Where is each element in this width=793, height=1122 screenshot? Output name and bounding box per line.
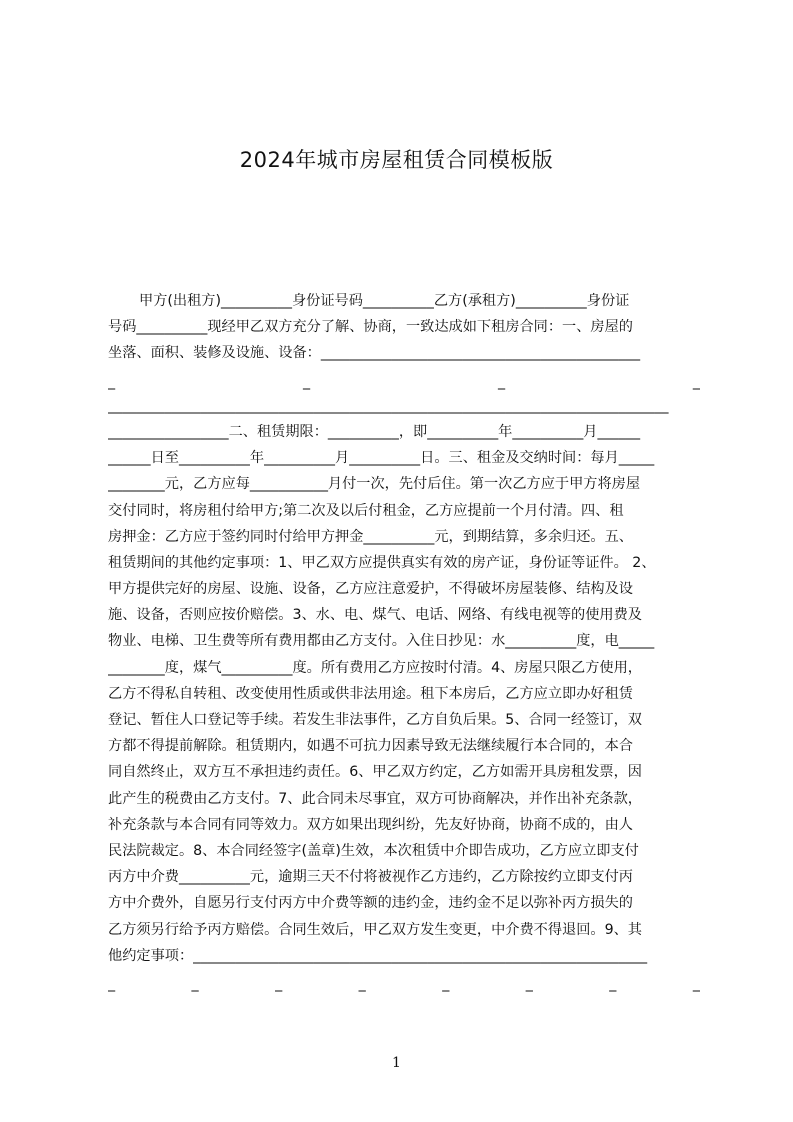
underscore-mark: _ [609, 976, 617, 993]
text-line: _______________________________________________________________________________ [108, 397, 669, 414]
underscore-mark: _ [302, 373, 311, 390]
text-line: ________度，煤气__________度。所有费用乙方应按时付清。4、房屋只限乙方使用， [108, 659, 642, 676]
underscore-mark: _ [358, 976, 366, 993]
underscore-mark: _ [497, 373, 506, 390]
text-line: 登记、暂住人口登记等手续。若发生非法事件，乙方自负后果。5、合同一经签订，双 [108, 712, 642, 728]
text-line: 民法院裁定。8、本合同经签字(盖章)生效，本次租赁中介即告成功，乙方应立即支付 [108, 842, 639, 859]
contract-body [108, 288, 700, 995]
document-title: 2024年城市房屋租赁合同模板版 [239, 148, 554, 172]
text-line: 此产生的税费由乙方支付。7、此合同未尽事宜，双方可协商解决，并作出补充条款， [108, 790, 642, 807]
text-line: 丙方中介费__________元，逾期三天不付将被视作乙方违约，乙方除按约立即支付丙 [108, 869, 633, 886]
underscore-mark: _ [108, 373, 116, 390]
text-line: 他约定事项：________________________________________________________________ [108, 947, 648, 964]
text-line: 乙方须另行给予丙方赔偿。合同生效后，甲乙双方发生变更，中介费不得退回。9、其 [108, 921, 642, 938]
text-line: 方中介费外，自愿另行支付丙方中介费等额的违约金，违约金不足以弥补丙方损失的 [108, 895, 633, 912]
underscore-mark: _ [442, 976, 450, 993]
text-line: 物业、电梯、卫生费等所有费用都由乙方支付。入住日抄见：水__________度，电_____ [108, 633, 655, 650]
text-line: 甲方(出租方)__________身份证号码__________乙方(承租方)__________身份证 [139, 293, 630, 309]
text-line: 补充条款与本合同有同等效力。双方如果出现纠纷，先友好协商，协商不成的，由人 [108, 816, 633, 833]
underscore-mark: _ [525, 976, 533, 993]
underscore-mark: _ [692, 976, 700, 993]
text-line: _________________二、租赁期限：__________，即__________年__________月______ [108, 423, 641, 440]
text-line: 坐落、面积、装修及设施、设备：_____________________________________________ [108, 345, 641, 362]
text-line: 号码__________现经甲乙双方充分了解、协商，一致达成如下租房合同：一、房屋的 [108, 319, 633, 336]
underscore-mark: _ [275, 976, 283, 993]
text-line: ________元，乙方应每___________月付一次，先付后住。第一次乙方应于甲方将房屋 [108, 476, 641, 493]
text-line: 方都不得提前解除。租赁期内，如遇不可抗力因素导致无法继续履行本合同的，本合 [108, 738, 633, 755]
underscore-row [108, 367, 700, 393]
text-line: 乙方不得私自转租、改变使用性质或供非法用途。租下本房后，乙方应立即办好租赁 [108, 685, 633, 702]
text-line: 施、设备，否则应按价赔偿。3、水、电、煤气、电话、网络、有线电视等的使用费及 [108, 607, 642, 624]
underscore-mark: _ [191, 976, 199, 993]
text-line: 同自然终止，双方互不承担违约责任。6、甲乙双方约定，乙方如需开具房租发票，因 [108, 764, 642, 781]
text-line: 交付同时，将房租付给甲方;第二次及以后付租金，乙方应提前一个月付清。四、租 [108, 502, 624, 519]
underscore-mark: _ [108, 976, 116, 993]
underscore-row [108, 969, 700, 995]
text-line: 甲方提供完好的房屋、设施、设备，乙方应注意爱护，不得破坏房屋装修、结构及设 [108, 581, 633, 598]
text-line: 房押金：乙方应于签约同时付给甲方押金__________元，到期结算，多余归还。五、 [108, 528, 633, 545]
page-number: 1 [392, 1055, 401, 1071]
text-line: ______日至__________年__________月__________日。三、租金及交纳时间：每月_____ [108, 450, 655, 467]
text-line: 租赁期间的其他约定事项：1、甲乙双方应提供真实有效的房产证，身份证等证件。 2、 [108, 554, 656, 571]
underscore-mark: _ [692, 373, 700, 390]
